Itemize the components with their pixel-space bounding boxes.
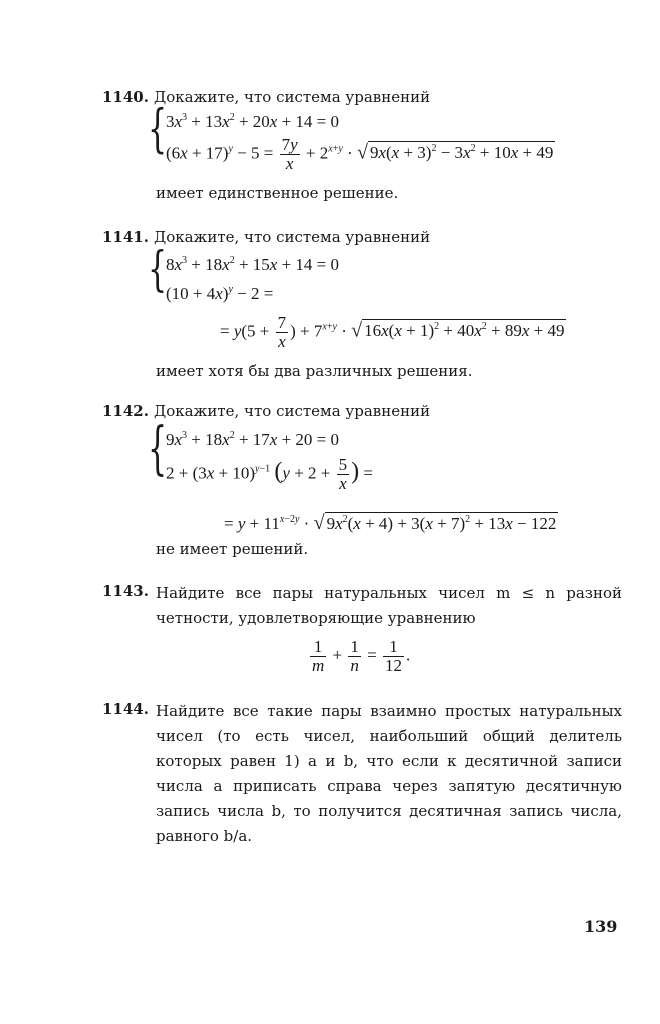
problem-number: 1142. (102, 402, 149, 420)
problem-1144 (102, 700, 622, 860)
system-brace: { (148, 100, 168, 160)
system-brace: { (148, 416, 168, 483)
equation-1: $9x^3 + 18x^2 + 17x + 20 = 0$ (166, 430, 340, 449)
equation-2a: $(10 + 4x)^y - 2$ = (166, 284, 274, 303)
equation: $\frac{1}{m}$ + $\frac{1}{n}$ = $\frac{1}{12}$ . (312, 637, 411, 675)
conclusion: имеет хотя бы два различных решения. (156, 362, 473, 380)
equation-1: $3x^3 + 13x^2 + 20x + 14 = 0$ (166, 112, 340, 131)
equation-1: $8x^3 + 18x^2 + 15x + 14 = 0$ (166, 255, 340, 274)
problem-1143 (102, 582, 622, 682)
problem-statement: Докажите, что система уравнений (154, 402, 431, 420)
problem-number: 1143. (102, 582, 149, 600)
problem-number: 1144. (102, 700, 149, 718)
problem-statement: Докажите, что система уравнений (154, 228, 431, 246)
system-brace: { (148, 242, 168, 298)
problem-1141 (102, 228, 622, 388)
problem-number: 1141. (102, 228, 149, 246)
problem-number: 1140. (102, 88, 149, 106)
conclusion: не имеет решений. (156, 540, 309, 558)
equation-2: $(6x + 17)^y - 5$ = $\frac{7y}{x}$ + $2^{x+y}$ · √ $9x(x + 3)^2 - 3x^2 + 10x + 49$ (166, 135, 554, 173)
problem-1142 (102, 402, 622, 562)
problem-statement: Докажите, что система уравнений (154, 88, 431, 106)
conclusion: имеет единственное решение. (156, 184, 399, 202)
page-number: 139 (584, 917, 618, 936)
equation-2b: = y(5 + $\frac{7}{x}$ ) + $7^{x+y}$ · √ $16x(x + 1)^2 + 40x^2 + 89x + 49$ (220, 313, 565, 351)
equation-2a: $2 + (3x + 10)^{y-1}$ (y + 2 + $\frac{5}{x}$ ) = (166, 455, 373, 493)
problem-1140 (102, 88, 622, 208)
problem-statement: Найдите все такие пары взаимно простых натуральных чисел (то есть чисел, наибольший общий делитель которых равен 1) a и b, что если к десятичной записи числа a приписать справа через запятую десятичную запись числа b, то получится десятичная запись числа, равного b/a. (156, 702, 622, 845)
equation-2b: = $y + 11^{x-2y}$ · √ $9x^2(x + 4) + 3(x + 7)^2 + 13x - 122$ (224, 512, 557, 534)
problem-statement: Найдите все пары натуральных чисел m ≤ n разной четности, удовлетворяющие уравнению (156, 584, 622, 627)
